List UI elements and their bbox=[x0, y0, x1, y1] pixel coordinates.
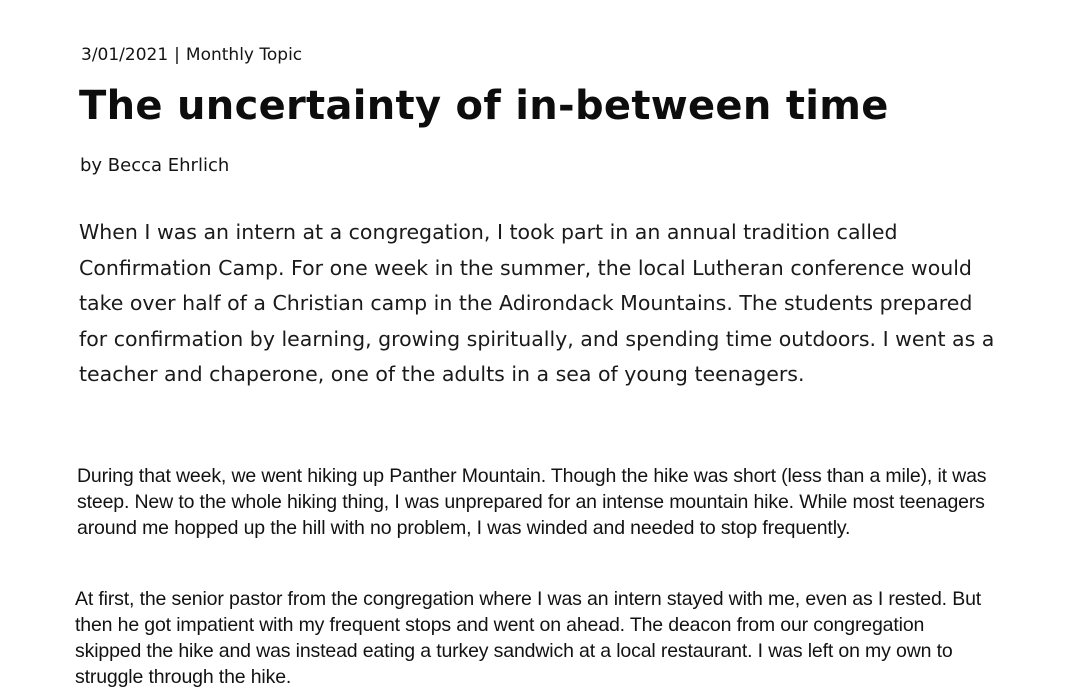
article-paragraph-3: At first, the senior pastor from the congregation where I was an intern stayed with me, even as I rested. But then he got impatient with my frequent stops and went on ahead. The deacon from our congregation skipped the hike and was instead eating a turkey sandwich at a local restaurant. I was left on my own to struggle through the hike. bbox=[75, 588, 982, 688]
article-paragraph-1: When I was an intern at a congregation, I took part in an annual tradition called Confirmation Camp. For one week in the summer, the local Lutheran conference would take over half of a Christian camp in the Adirondack Mountains. The students prepared for confirmation by learning, growing spiritually, and spending time outdoors. I went as a teacher and chaperone, one of the adults in a sea of young teenagers. bbox=[79, 220, 995, 386]
meta-separator: | bbox=[174, 45, 180, 65]
article-title: The uncertainty of in-between time bbox=[79, 83, 889, 129]
article-date: 3/01/2021 bbox=[81, 45, 169, 65]
article-paragraph-2: During that week, we went hiking up Panther Mountain. Though the hike was short (less than a mile), it was steep. New to the whole hiking thing, I was unprepared for an intense mountain hike. While most teenagers around me hopped up the hill with no problem, I was winded and needed to stop frequently. bbox=[77, 465, 987, 539]
article-meta bbox=[81, 44, 302, 66]
article-category-link[interactable]: Monthly Topic bbox=[185, 45, 303, 65]
article-byline: by Becca Ehrlich bbox=[80, 155, 230, 176]
